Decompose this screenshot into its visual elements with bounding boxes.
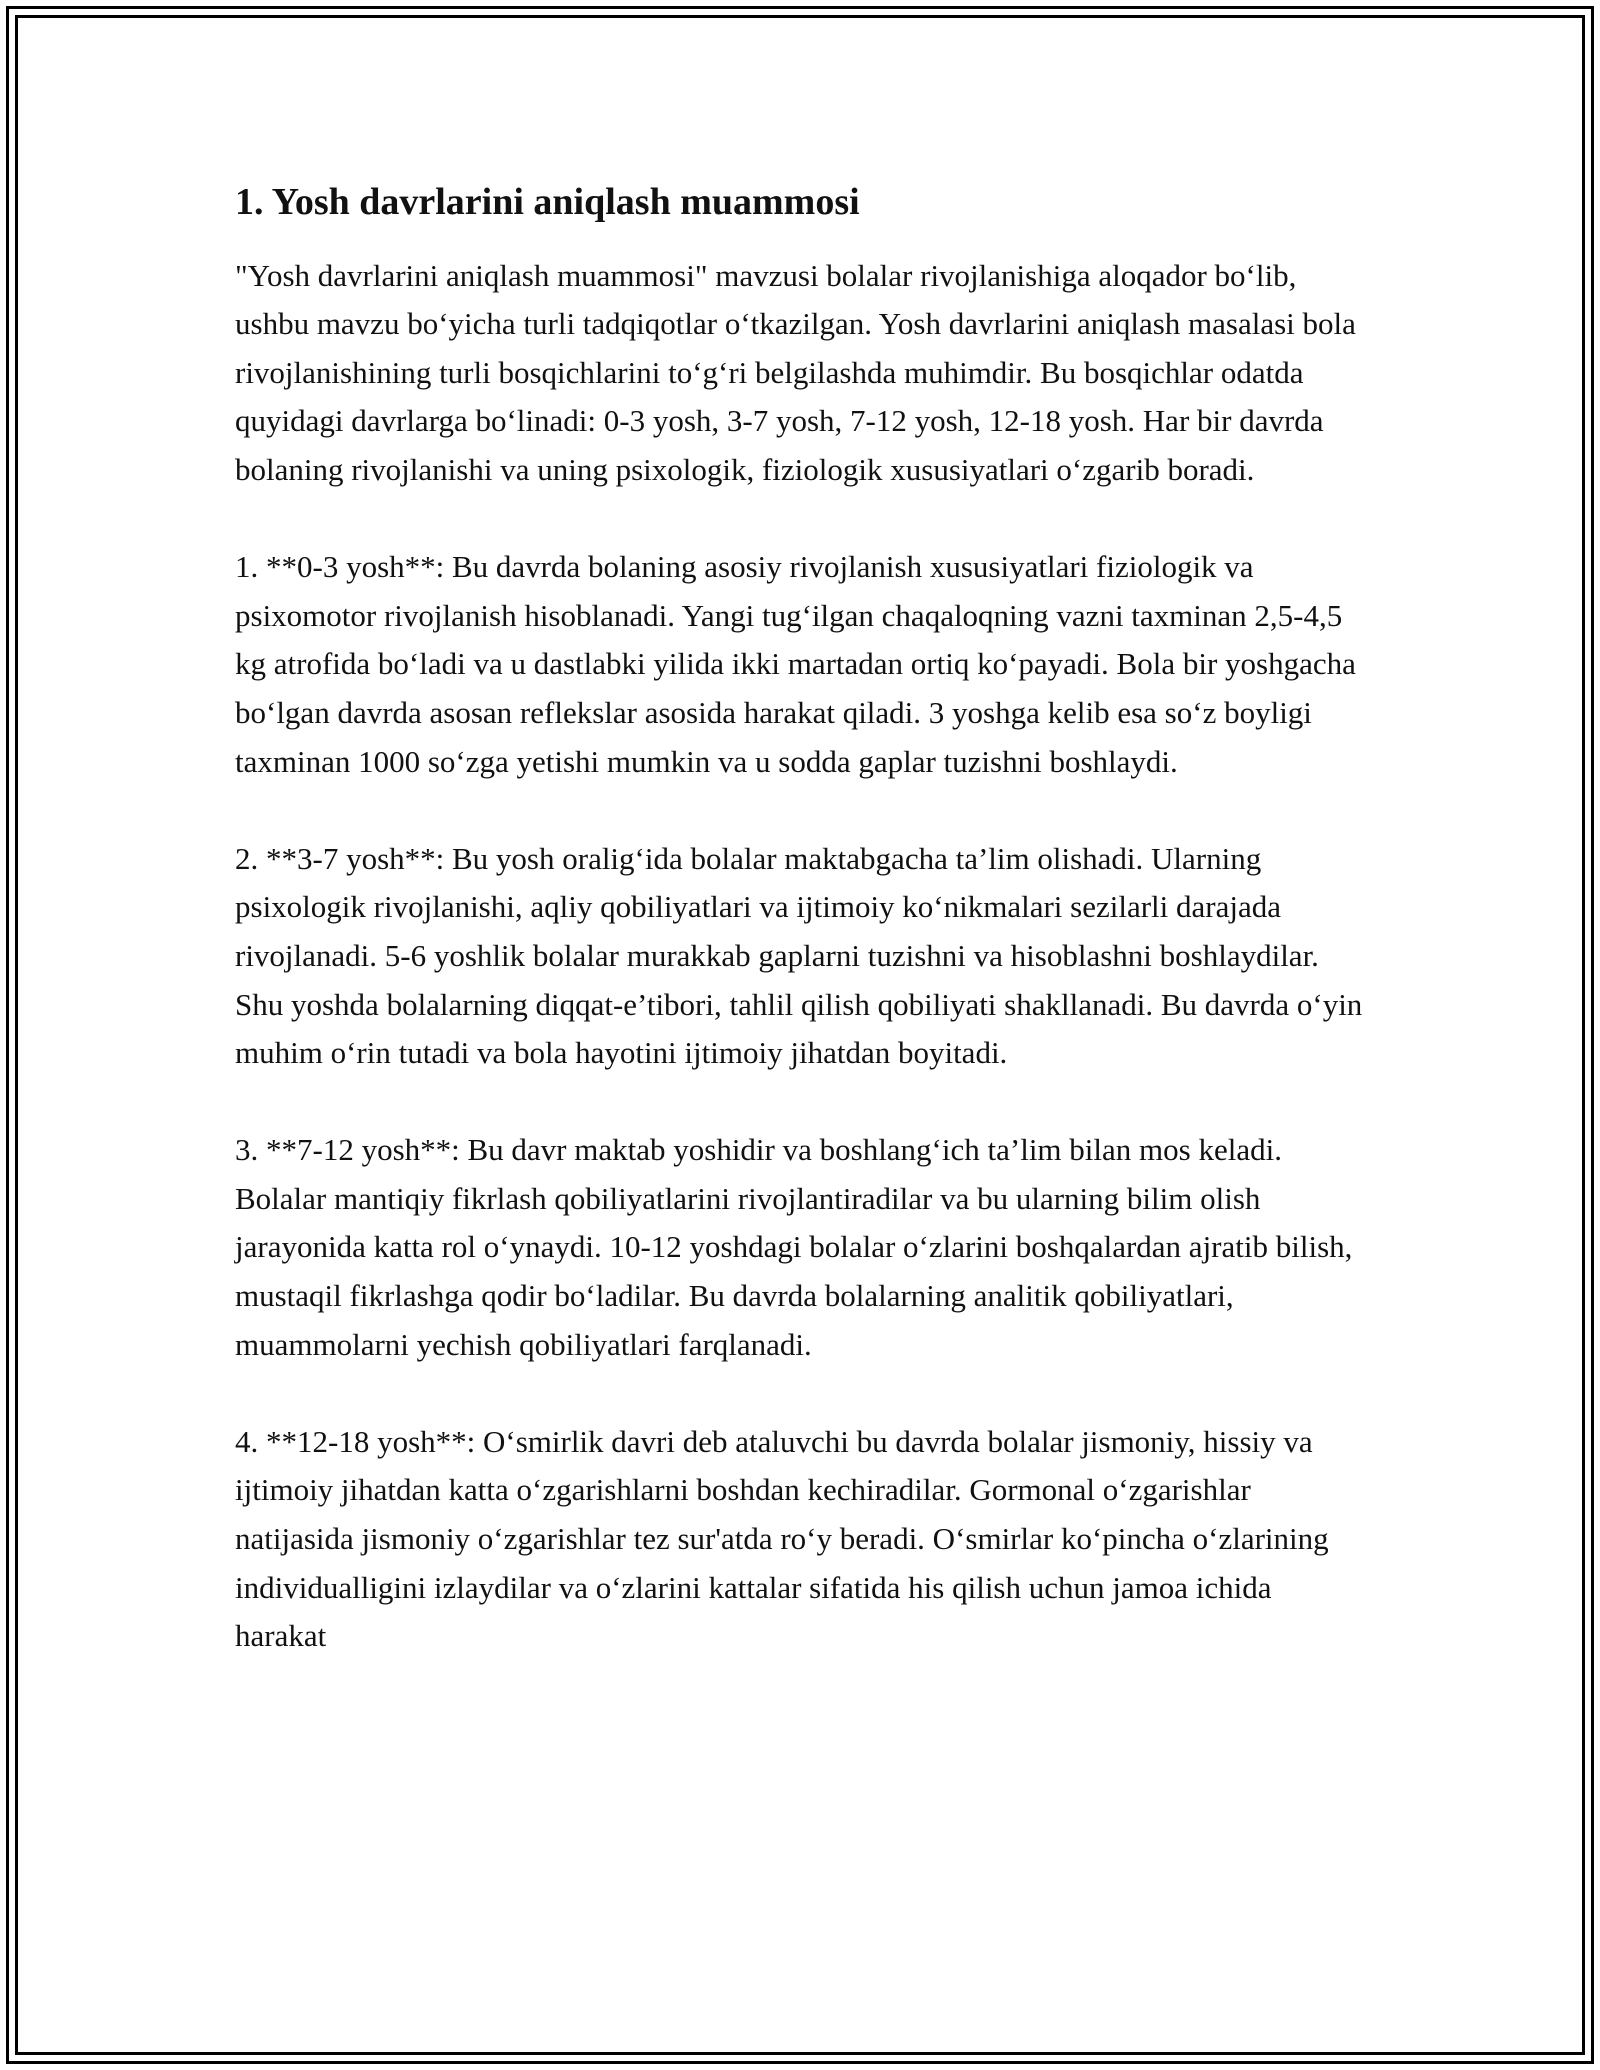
section-heading: 1. Yosh davrlarini aniqlash muammosi — [235, 181, 860, 223]
paragraph-age-0-3: 1. **0-3 yosh**: Bu davrda bolaning asosiy rivojlanish xususiyatlari fiziologik va psixomotor rivojlanish hisoblanadi. Yangi tug‘ilgan chaqaloqning vazni taxminan 2,5-4,5 kg atrofida bo‘ladi va u dastlabki yilida ikki martadan ortiq ko‘payadi. Bola bir yoshgacha bo‘lgan davrda asosan reflekslar asosida harakat qiladi. 3 yoshga kelib esa so‘z boyligi taxminan 1000 so‘zga yetishi mumkin va u sodda gaplar tuzishni boshlaydi. — [235, 549, 1356, 779]
paragraph-age-12-18: 4. **12-18 yosh**: O‘smirlik davri deb ataluvchi bu davrda bolalar jismoniy, hissiy va ijtimoiy jihatdan katta o‘zgarishlarni boshdan kechiradilar. Gormonal o‘zgarishlar natijasida jismoniy o‘zgarishlar tez sur'atda ro‘y beradi. O‘smirlar ko‘pincha o‘zlarining individualligini izlaydilar va o‘zlarini kattalar sifatida his qilish uchun jamoa ichida harakat — [235, 1423, 1329, 1654]
paragraph-age-3-7: 2. **3-7 yosh**: Bu yosh oralig‘ida bolalar maktabgacha ta’lim olishadi. Ularning psixologik rivojlanishi, aqliy qobiliyatlari va ijtimoiy ko‘nikmalari sezilarli darajada rivojlanadi. 5-6 yoshlik bolalar murakkab gaplarni tuzishni va hisoblashni boshlaydilar. Shu yoshda bolalarning diqqat-e’tibori, tahlil qilish qobiliyati shakllanadi. Bu davrda o‘yin muhim o‘rin tutadi va bola hayotini ijtimoiy jihatdan boyitadi. — [235, 840, 1363, 1071]
document-body — [235, 180, 1370, 1709]
intro-paragraph: "Yosh davrlarini aniqlash muammosi" mavzusi bolalar rivojlanishiga aloqador bo‘lib, ushbu mavzu bo‘yicha turli tadqiqotlar o‘tkazilgan. Yosh davrlarini aniqlash masalasi bola rivojlanishining turli bosqichlarini to‘g‘ri belgilashda muhimdir. Bu bosqichlar odatda quyidagi davrlarga bo‘linadi: 0-3 yosh, 3-7 yosh, 7-12 yosh, 12-18 yosh. Har bir davrda bolaning rivojlanishi va uning psixologik, fiziologik xususiyatlari o‘zgarib boradi. — [235, 257, 1356, 487]
paragraph-age-7-12: 3. **7-12 yosh**: Bu davr maktab yoshidir va boshlang‘ich ta’lim bilan mos keladi. Bolalar mantiqiy fikrlash qobiliyatlarini rivojlantiradilar va bu ularning bilim olish jarayonida katta rol o‘ynaydi. 10-12 yoshdagi bolalar o‘zlarini boshqalardan ajratib bilish, mustaqil fikrlashga qodir bo‘ladilar. Bu davrda bolalarning analitik qobiliyatlari, muammolarni yechish qobiliyatlari farqlanadi. — [235, 1132, 1353, 1362]
